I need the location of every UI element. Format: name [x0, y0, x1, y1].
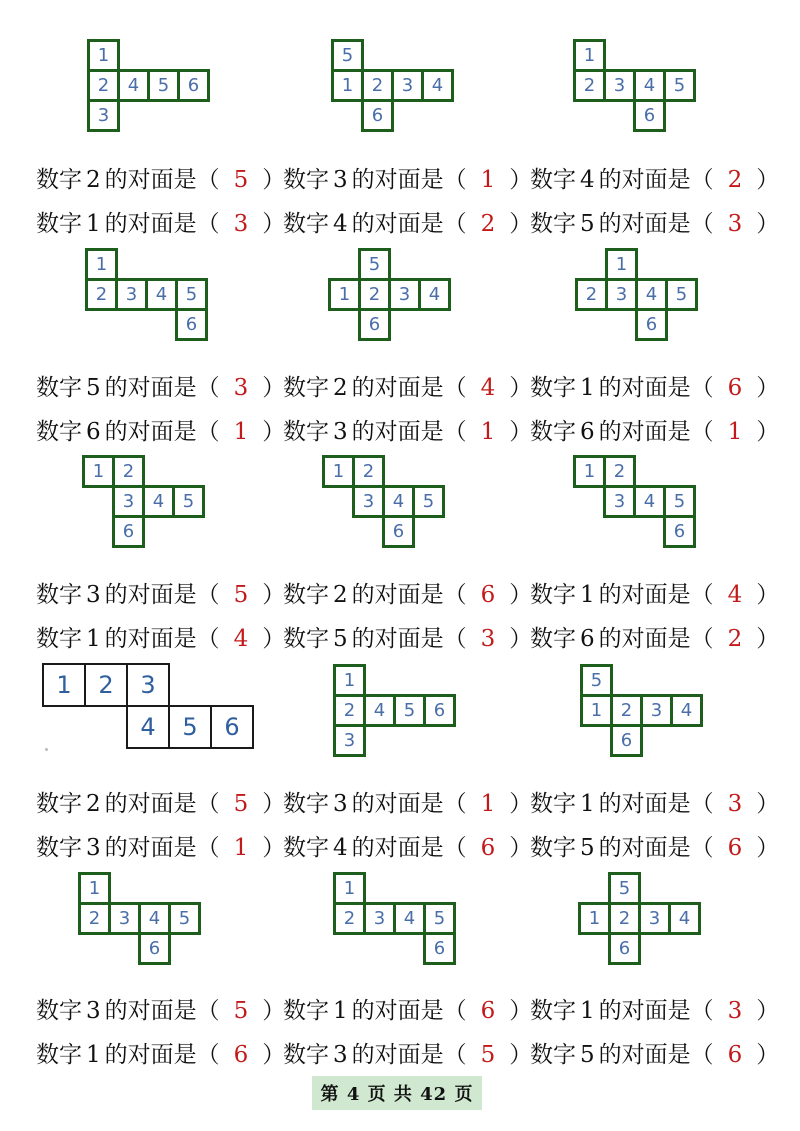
q-prefix: 数字 [530, 375, 576, 401]
opposite-face-question [283, 205, 532, 238]
opposite-face-question [530, 369, 779, 402]
q-middle: 的对面是（ [351, 419, 467, 445]
net-cell: 1 [328, 278, 361, 311]
q-prefix: 数字 [283, 998, 329, 1024]
q-number: 6 [580, 626, 595, 652]
q-number: 2 [86, 167, 101, 193]
q-prefix: 数字 [530, 211, 576, 237]
q-suffix: ） [509, 791, 533, 817]
q-number: 4 [333, 211, 348, 237]
q-answer: 5 [233, 791, 249, 817]
q-middle: 的对面是（ [351, 1042, 467, 1068]
speck-mark [45, 748, 48, 751]
q-prefix: 数字 [530, 626, 576, 652]
q-number: 3 [333, 1042, 348, 1068]
q-suffix: ） [509, 582, 533, 608]
net-cell: 4 [363, 694, 396, 727]
net-cell: 2 [361, 69, 394, 102]
q-middle: 的对面是（ [104, 211, 220, 237]
q-answer: 4 [727, 582, 743, 608]
opposite-face-question [283, 413, 532, 446]
q-prefix: 数字 [36, 998, 82, 1024]
net-cell: 4 [142, 485, 175, 518]
q-middle: 的对面是（ [598, 167, 714, 193]
net-cell: 1 [85, 248, 118, 281]
question-row [0, 369, 800, 403]
q-answer: 4 [233, 626, 249, 652]
q-number: 1 [86, 626, 101, 652]
net-cell: 1 [82, 455, 115, 488]
net-cell: 6 [423, 932, 456, 965]
net-cell: 4 [382, 485, 415, 518]
q-suffix: ） [756, 167, 780, 193]
q-number: 3 [86, 582, 101, 608]
opposite-face-question [36, 620, 285, 653]
q-prefix: 数字 [36, 167, 82, 193]
question-row [0, 161, 800, 195]
net-cell: 5 [172, 485, 205, 518]
net-cell: 2 [112, 455, 145, 488]
net-cell: 3 [640, 694, 673, 727]
q-middle: 的对面是（ [351, 626, 467, 652]
net-cell: 6 [361, 99, 394, 132]
opposite-face-question [530, 1036, 779, 1069]
q-answer: 6 [233, 1042, 249, 1068]
question-row [0, 785, 800, 819]
net-cell: 6 [382, 515, 415, 548]
q-suffix: ） [756, 626, 780, 652]
q-prefix: 数字 [283, 835, 329, 861]
q-suffix: ） [756, 1042, 780, 1068]
opposite-face-question [36, 576, 285, 609]
opposite-face-question [530, 829, 779, 862]
q-prefix: 数字 [530, 1042, 576, 1068]
net-cell: 2 [573, 69, 606, 102]
q-number: 1 [580, 791, 595, 817]
q-prefix: 数字 [36, 375, 82, 401]
q-middle: 的对面是（ [598, 211, 714, 237]
q-answer: 2 [727, 167, 743, 193]
net-cell: 5 [147, 69, 180, 102]
q-answer: 2 [727, 626, 743, 652]
q-number: 5 [333, 626, 348, 652]
net-cell: 6 [175, 308, 208, 341]
opposite-face-question [283, 576, 532, 609]
q-answer: 1 [480, 419, 496, 445]
q-number: 4 [580, 167, 595, 193]
q-suffix: ） [756, 375, 780, 401]
q-answer: 5 [480, 1042, 496, 1068]
page-footer: 第 4 页 共 42 页 [312, 1076, 482, 1110]
net-cell: 5 [423, 902, 456, 935]
net-cell: 1 [333, 872, 366, 905]
q-answer: 3 [233, 211, 249, 237]
net-cell: 5 [358, 248, 391, 281]
q-number: 1 [86, 211, 101, 237]
net-cell: 6 [610, 724, 643, 757]
q-middle: 的对面是（ [104, 375, 220, 401]
opposite-face-question [283, 829, 532, 862]
net-cell: 4 [668, 902, 701, 935]
net-cell: 1 [87, 39, 120, 72]
net-cell: 2 [85, 278, 118, 311]
q-number: 5 [580, 835, 595, 861]
opposite-face-question [530, 576, 779, 609]
q-middle: 的对面是（ [598, 375, 714, 401]
q-number: 3 [86, 835, 101, 861]
net-cell: 1 [333, 664, 366, 697]
q-suffix: ） [509, 626, 533, 652]
q-suffix: ） [509, 211, 533, 237]
q-suffix: ） [509, 835, 533, 861]
net-cell: 5 [663, 69, 696, 102]
q-number: 3 [333, 419, 348, 445]
q-middle: 的对面是（ [598, 791, 714, 817]
net-cell: 3 [112, 485, 145, 518]
q-answer: 6 [480, 582, 496, 608]
net-cell: 1 [580, 694, 613, 727]
q-middle: 的对面是（ [351, 998, 467, 1024]
q-answer: 6 [727, 375, 743, 401]
q-prefix: 数字 [283, 419, 329, 445]
q-prefix: 数字 [530, 791, 576, 817]
q-number: 1 [333, 998, 348, 1024]
net-cell: 4 [418, 278, 451, 311]
q-middle: 的对面是（ [598, 1042, 714, 1068]
net-cell: 5 [393, 694, 426, 727]
net-cell: 4 [635, 278, 668, 311]
net-cell: 2 [610, 694, 643, 727]
net-cell: 2 [603, 455, 636, 488]
q-middle: 的对面是（ [598, 419, 714, 445]
net-cell: 3 [126, 663, 170, 707]
q-answer: 3 [727, 998, 743, 1024]
net-cell: 2 [84, 663, 128, 707]
q-suffix: ） [262, 211, 286, 237]
q-middle: 的对面是（ [598, 835, 714, 861]
q-middle: 的对面是（ [598, 998, 714, 1024]
net-cell: 4 [633, 69, 666, 102]
q-suffix: ） [509, 419, 533, 445]
net-cell: 5 [663, 485, 696, 518]
q-number: 1 [580, 998, 595, 1024]
q-suffix: ） [262, 791, 286, 817]
question-row [0, 413, 800, 447]
net-cell: 3 [363, 902, 396, 935]
q-number: 2 [333, 582, 348, 608]
net-cell: 1 [322, 455, 355, 488]
q-middle: 的对面是（ [598, 582, 714, 608]
q-middle: 的对面是（ [351, 211, 467, 237]
q-answer: 3 [727, 211, 743, 237]
opposite-face-question [530, 413, 779, 446]
opposite-face-question [283, 1036, 532, 1069]
q-middle: 的对面是（ [351, 375, 467, 401]
q-suffix: ） [756, 419, 780, 445]
q-answer: 1 [233, 835, 249, 861]
q-prefix: 数字 [283, 626, 329, 652]
net-cell: 4 [670, 694, 703, 727]
opposite-face-question [36, 369, 285, 402]
net-cell: 5 [331, 39, 364, 72]
q-prefix: 数字 [36, 835, 82, 861]
q-suffix: ） [262, 835, 286, 861]
net-cell: 3 [352, 485, 385, 518]
q-middle: 的对面是（ [351, 791, 467, 817]
net-cell: 3 [388, 278, 421, 311]
q-suffix: ） [262, 998, 286, 1024]
net-cell: 6 [138, 932, 171, 965]
question-row [0, 576, 800, 610]
net-cell: 2 [87, 69, 120, 102]
net-cell: 3 [603, 485, 636, 518]
q-suffix: ） [756, 998, 780, 1024]
net-cell: 3 [605, 278, 638, 311]
opposite-face-question [36, 785, 285, 818]
net-cell: 4 [145, 278, 178, 311]
q-middle: 的对面是（ [104, 835, 220, 861]
q-prefix: 数字 [283, 1042, 329, 1068]
q-answer: 5 [233, 998, 249, 1024]
net-cell: 4 [117, 69, 150, 102]
q-answer: 6 [480, 835, 496, 861]
net-cell: 4 [138, 902, 171, 935]
q-suffix: ） [509, 998, 533, 1024]
net-cell: 4 [421, 69, 454, 102]
q-suffix: ） [756, 582, 780, 608]
net-cell: 1 [78, 872, 111, 905]
q-answer: 1 [233, 419, 249, 445]
q-middle: 的对面是（ [104, 791, 220, 817]
net-cell: 1 [573, 455, 606, 488]
net-cell: 3 [115, 278, 148, 311]
q-suffix: ） [262, 167, 286, 193]
net-cell: 1 [605, 248, 638, 281]
q-number: 2 [86, 791, 101, 817]
net-cell: 3 [333, 724, 366, 757]
q-suffix: ） [509, 375, 533, 401]
q-prefix: 数字 [36, 1042, 82, 1068]
q-answer: 2 [480, 211, 496, 237]
net-cell: 5 [665, 278, 698, 311]
q-answer: 3 [727, 791, 743, 817]
net-cell: 6 [635, 308, 668, 341]
q-suffix: ） [756, 791, 780, 817]
q-number: 5 [580, 211, 595, 237]
net-cell: 5 [175, 278, 208, 311]
net-cell: 3 [638, 902, 671, 935]
q-suffix: ） [509, 167, 533, 193]
opposite-face-question [36, 829, 285, 862]
q-number: 6 [86, 419, 101, 445]
q-suffix: ） [262, 419, 286, 445]
opposite-face-question [283, 992, 532, 1025]
net-cell: 2 [352, 455, 385, 488]
q-number: 1 [86, 1042, 101, 1068]
net-cell: 1 [42, 663, 86, 707]
q-answer: 3 [233, 375, 249, 401]
question-row [0, 205, 800, 239]
q-number: 2 [333, 375, 348, 401]
q-middle: 的对面是（ [104, 582, 220, 608]
q-suffix: ） [756, 211, 780, 237]
opposite-face-question [36, 413, 285, 446]
q-prefix: 数字 [36, 419, 82, 445]
q-middle: 的对面是（ [598, 626, 714, 652]
net-cell: 4 [126, 705, 170, 749]
q-number: 1 [580, 375, 595, 401]
question-row [0, 829, 800, 863]
net-cell: 2 [608, 902, 641, 935]
question-row [0, 992, 800, 1026]
q-middle: 的对面是（ [104, 998, 220, 1024]
q-answer: 1 [480, 791, 496, 817]
q-prefix: 数字 [530, 419, 576, 445]
opposite-face-question [530, 161, 779, 194]
q-answer: 1 [480, 167, 496, 193]
opposite-face-question [36, 205, 285, 238]
opposite-face-question [283, 369, 532, 402]
net-cell: 2 [333, 694, 366, 727]
net-cell: 4 [393, 902, 426, 935]
opposite-face-question [36, 1036, 285, 1069]
opposite-face-question [283, 161, 532, 194]
q-suffix: ） [509, 1042, 533, 1068]
q-answer: 1 [727, 419, 743, 445]
net-cell: 6 [177, 69, 210, 102]
q-answer: 5 [233, 582, 249, 608]
opposite-face-question [36, 161, 285, 194]
net-cell: 2 [358, 278, 391, 311]
q-answer: 4 [480, 375, 496, 401]
q-prefix: 数字 [36, 626, 82, 652]
opposite-face-question [530, 785, 779, 818]
q-prefix: 数字 [530, 835, 576, 861]
q-answer: 6 [480, 998, 496, 1024]
q-suffix: ） [262, 375, 286, 401]
q-answer: 6 [727, 1042, 743, 1068]
net-cell: 1 [331, 69, 364, 102]
q-prefix: 数字 [283, 582, 329, 608]
q-middle: 的对面是（ [104, 1042, 220, 1068]
q-number: 3 [333, 791, 348, 817]
opposite-face-question [530, 620, 779, 653]
net-cell: 3 [108, 902, 141, 935]
q-middle: 的对面是（ [351, 167, 467, 193]
opposite-face-question [530, 992, 779, 1025]
net-cell: 4 [633, 485, 666, 518]
net-cell: 6 [112, 515, 145, 548]
q-answer: 5 [233, 167, 249, 193]
q-prefix: 数字 [530, 998, 576, 1024]
net-cell: 6 [358, 308, 391, 341]
q-number: 5 [580, 1042, 595, 1068]
q-suffix: ） [262, 1042, 286, 1068]
q-number: 3 [333, 167, 348, 193]
net-cell: 6 [608, 932, 641, 965]
opposite-face-question [36, 992, 285, 1025]
q-number: 4 [333, 835, 348, 861]
q-number: 3 [86, 998, 101, 1024]
q-suffix: ） [262, 582, 286, 608]
q-middle: 的对面是（ [104, 419, 220, 445]
q-number: 5 [86, 375, 101, 401]
q-prefix: 数字 [530, 167, 576, 193]
q-suffix: ） [756, 835, 780, 861]
q-prefix: 数字 [283, 791, 329, 817]
q-prefix: 数字 [36, 791, 82, 817]
q-answer: 3 [480, 626, 496, 652]
q-middle: 的对面是（ [104, 167, 220, 193]
net-cell: 5 [168, 902, 201, 935]
q-prefix: 数字 [530, 582, 576, 608]
net-cell: 1 [573, 39, 606, 72]
opposite-face-question [530, 205, 779, 238]
q-prefix: 数字 [283, 211, 329, 237]
net-cell: 3 [603, 69, 636, 102]
q-middle: 的对面是（ [351, 582, 467, 608]
q-prefix: 数字 [283, 167, 329, 193]
net-cell: 5 [580, 664, 613, 697]
q-number: 6 [580, 419, 595, 445]
opposite-face-question [283, 620, 532, 653]
question-row [0, 1036, 800, 1070]
net-cell: 6 [210, 705, 254, 749]
net-cell: 5 [608, 872, 641, 905]
net-cell: 2 [333, 902, 366, 935]
q-answer: 6 [727, 835, 743, 861]
question-row [0, 620, 800, 654]
q-number: 1 [580, 582, 595, 608]
q-prefix: 数字 [36, 211, 82, 237]
net-cell: 6 [633, 99, 666, 132]
q-suffix: ） [262, 626, 286, 652]
net-cell: 2 [78, 902, 111, 935]
net-cell: 5 [168, 705, 212, 749]
net-cell: 5 [412, 485, 445, 518]
net-cell: 6 [663, 515, 696, 548]
net-cell: 6 [423, 694, 456, 727]
q-middle: 的对面是（ [104, 626, 220, 652]
q-middle: 的对面是（ [351, 835, 467, 861]
net-cell: 1 [578, 902, 611, 935]
net-cell: 2 [575, 278, 608, 311]
opposite-face-question [283, 785, 532, 818]
net-cell: 3 [391, 69, 424, 102]
q-prefix: 数字 [283, 375, 329, 401]
q-prefix: 数字 [36, 582, 82, 608]
net-cell: 3 [87, 99, 120, 132]
